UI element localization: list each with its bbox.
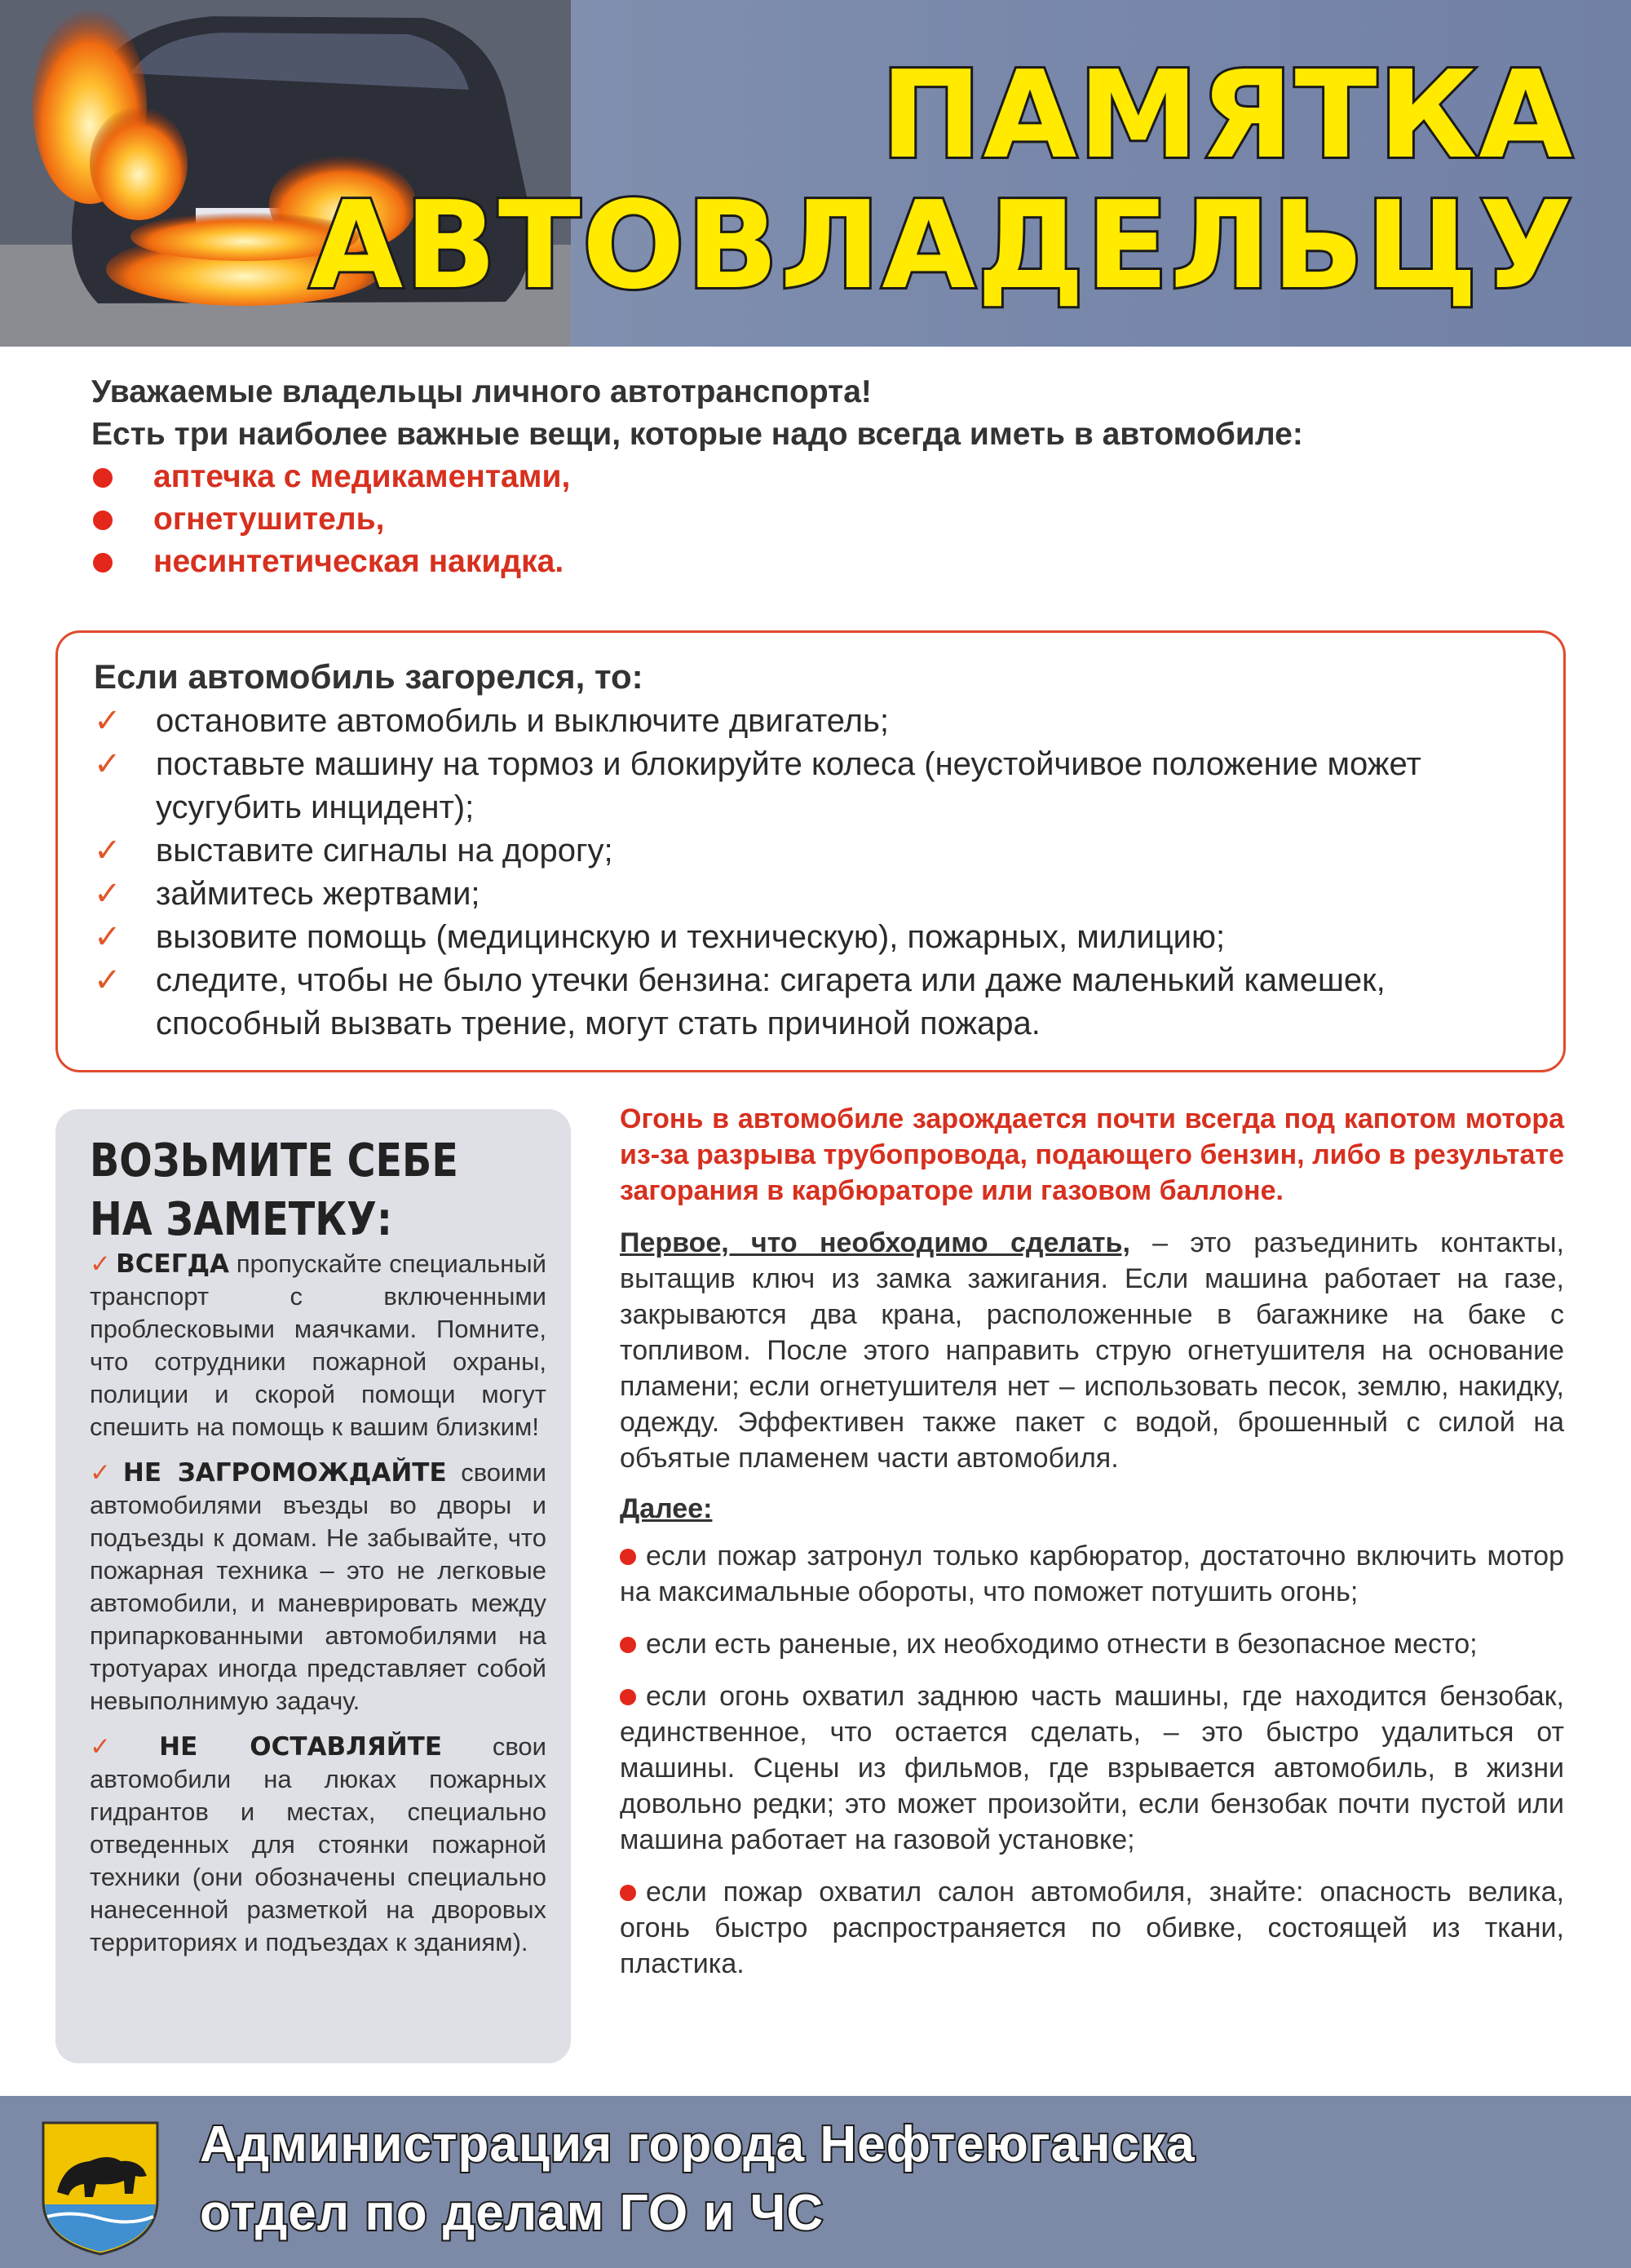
take-note-heading-line2: НА ЗАМЕТКУ: <box>90 1193 392 1246</box>
checkmark-icon: ✓ <box>94 876 122 912</box>
intro-lead: Есть три наиболее важные вещи, которые надо всегда иметь в автомобиле: <box>91 417 1303 452</box>
fire-instructions-title: Если автомобиль загорелся, то: <box>94 657 643 696</box>
further-label-row <box>620 1491 1564 1527</box>
fire-details-column <box>620 1101 1564 1998</box>
note-text: своими автомобилями въезды во дворы и подъезды к домам. Не забывайте, что пожарная техника – это не легковые автомобили, и маневрировать между припаркованными автомобилями на тротуарах иногда представляет собой невыполнимую задачу. <box>90 1458 546 1715</box>
list-item-text: вызовите помощь (медицинскую и техническую), пожарных, милицию; <box>156 919 1226 955</box>
note-keyword: ВСЕГДА <box>116 1249 230 1279</box>
list-item: огнетушитель, <box>91 498 1559 541</box>
page-title-line2: АВТОВЛАДЕЛЬЦУ <box>309 175 1574 316</box>
list-item <box>620 1874 1564 1982</box>
take-note-body <box>90 1248 546 1972</box>
list-item <box>94 743 1545 829</box>
list-item <box>94 959 1545 1046</box>
header-banner <box>0 0 1631 347</box>
warning-paragraph: Огонь в автомобиле зарождается почти всегда под капотом мотора из-за разрыва трубопровода, подающего бензин, либо в результате загорания в карбюраторе или газовом баллоне. <box>620 1103 1564 1206</box>
footer-line1: Администрация города Нефтеюганска <box>200 2116 1196 2173</box>
intro-section <box>91 371 1559 583</box>
note-text: свои автомобили на люках пожарных гидрантов и местах, специально отведенных для стоянки пожарной техники (они обозначены специально нанесенной разметкой на дворовых территориях и подъездах к зданиям). <box>90 1732 546 1956</box>
checkmark-icon: ✓ <box>94 919 122 955</box>
note-keyword: НЕ ОСТАВЛЯЙТЕ <box>159 1732 443 1762</box>
note-item <box>90 1731 546 1959</box>
list-item <box>620 1538 1564 1610</box>
checkmark-icon: ✓ <box>94 703 122 739</box>
list-item <box>94 916 1545 959</box>
footer-banner <box>0 2096 1631 2268</box>
list-item-text: займитесь жертвами; <box>156 876 480 912</box>
further-label: Далее: <box>620 1493 713 1524</box>
list-item: несинтетическая накидка. <box>91 541 1559 583</box>
checkmark-icon: ✓ <box>90 1249 112 1278</box>
intro-greeting: Уважаемые владельцы личного автотранспорта! <box>91 374 872 409</box>
list-item-text: если пожар охватил салон автомобиля, знайте: опасность велика, огонь быстро распространяется по обивке, состоящей из ткани, пластика. <box>620 1877 1564 1979</box>
take-note-heading <box>90 1132 478 1249</box>
list-item <box>94 700 1545 743</box>
further-steps-list <box>620 1538 1564 1982</box>
red-bullet-icon <box>620 1885 636 1901</box>
red-bullet-icon <box>620 1549 636 1565</box>
essentials-list <box>91 456 1559 583</box>
list-item-text: следите, чтобы не было утечки бензина: сигарета или даже маленький камешек, способный вызвать трение, могут стать причиной пожара. <box>156 962 1386 1041</box>
list-item <box>94 829 1545 873</box>
coat-of-arms-icon <box>39 2119 161 2257</box>
take-note-heading-line1: ВОЗЬМИТЕ СЕБЕ <box>90 1134 458 1187</box>
note-text: пропускайте специальный транспорт с включенными проблесковыми маячками. Помните, что сотрудники пожарной охраны, полиции и скорой помощи могут спешить на помощь к вашим близким! <box>90 1249 546 1441</box>
red-bullet-icon <box>620 1637 636 1653</box>
take-note-box <box>55 1109 571 2063</box>
checkmark-icon: ✓ <box>90 1458 118 1487</box>
footer-text <box>200 2111 1196 2248</box>
list-item: аптечка с медикаментами, <box>91 456 1559 498</box>
checkmark-icon: ✓ <box>94 833 122 869</box>
list-item <box>620 1678 1564 1858</box>
checkmark-icon: ✓ <box>94 962 122 998</box>
fire-instructions-box <box>55 630 1566 1072</box>
first-step-text: – это разъединить контакты, вытащив ключ из замка зажигания. Если машина работает на газе, закрываются два крана, расположенные в багажнике на баке с топливом. После этого направить струю огнетушителя на основание пламени; если огнетушителя нет – использовать песок, землю, накидку, одежду. Эффективен также пакет с водой, брошенный с силой на объятые пламенем части автомобиля. <box>620 1227 1564 1474</box>
list-item-text: поставьте машину на тормоз и блокируйте колеса (неустойчивое положение может усугубить инцидент); <box>156 746 1421 825</box>
first-step-label: Первое, что необходимо сделать, <box>620 1227 1130 1258</box>
first-step-paragraph <box>620 1225 1564 1476</box>
checkmark-icon: ✓ <box>94 746 122 782</box>
note-keyword: НЕ ЗАГРОМОЖДАЙТЕ <box>122 1458 447 1488</box>
list-item <box>620 1626 1564 1662</box>
footer-line2: отдел по делам ГО и ЧС <box>200 2185 824 2241</box>
list-item <box>94 873 1545 916</box>
red-bullet-icon <box>620 1689 636 1705</box>
list-item-text: если огонь охватил заднюю часть машины, где находится бензобак, единственное, что остается сделать, – это быстро удалиться от машины. Сцены из фильмов, где взрывается автомобиль, в жизни довольно редки; это может произойти, если бензобак почти пустой или машина работает на газовой установке; <box>620 1681 1564 1855</box>
note-item <box>90 1248 546 1443</box>
page-title-line1: ПАМЯТКА <box>880 45 1574 185</box>
list-item-text: если пожар затронул только карбюратор, достаточно включить мотор на максимальные обороты, что поможет потушить огонь; <box>620 1541 1564 1607</box>
fire-instructions-list <box>94 700 1545 1046</box>
checkmark-icon: ✓ <box>90 1732 155 1761</box>
list-item-text: остановите автомобиль и выключите двигатель; <box>156 703 889 739</box>
list-item-text: если есть раненые, их необходимо отнести в безопасное место; <box>646 1629 1478 1660</box>
note-item <box>90 1457 546 1718</box>
list-item-text: выставите сигналы на дорогу; <box>156 833 613 869</box>
